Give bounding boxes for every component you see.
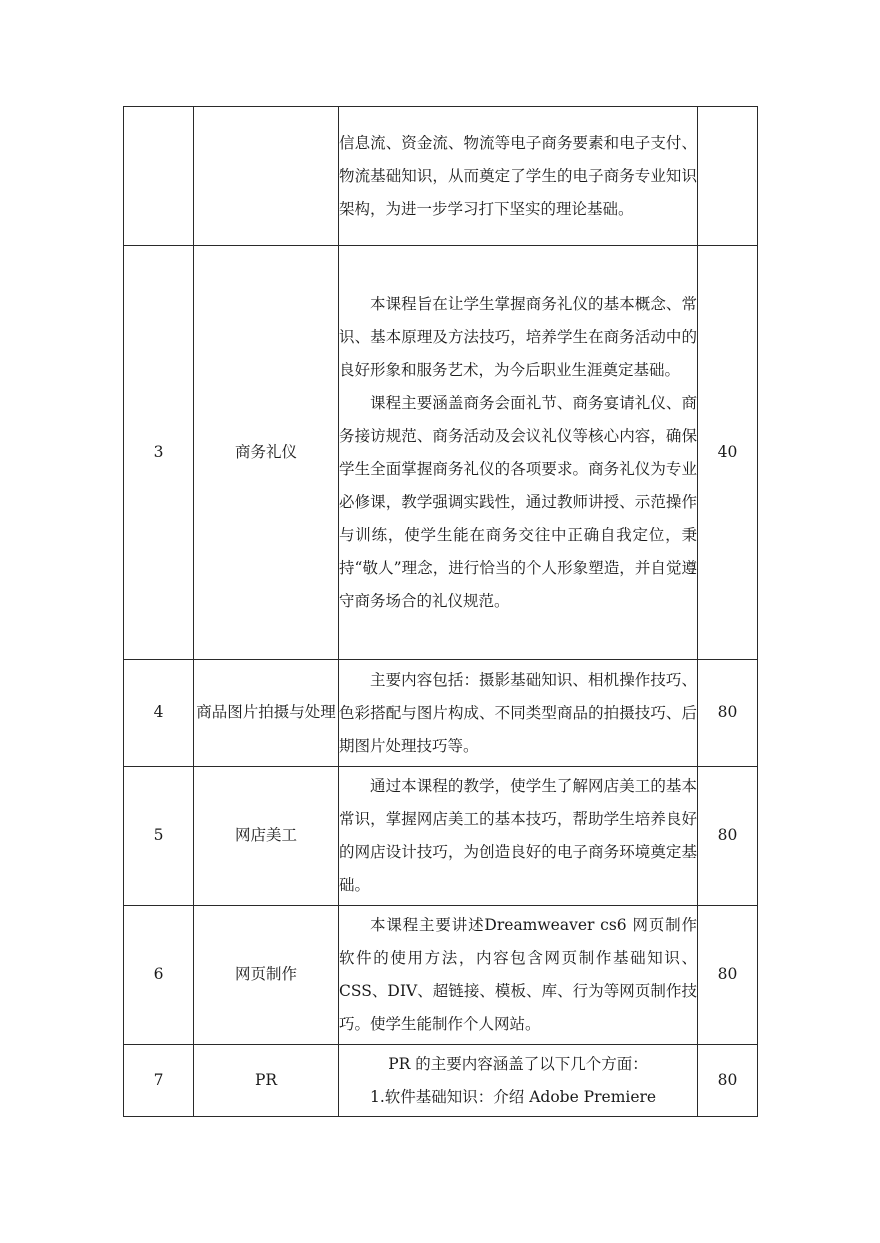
course-description: [339, 1045, 698, 1117]
course-name: 商务礼仪: [194, 246, 339, 660]
course-description: [339, 107, 698, 246]
description-paragraph: 1.软件基础知识：介绍 Adobe Premiere: [370, 1087, 657, 1106]
course-name: PR: [194, 1045, 339, 1117]
course-name: 网页制作: [194, 906, 339, 1045]
table-row: [124, 660, 758, 767]
course-hours: 80: [698, 906, 758, 1045]
course-description: [339, 246, 698, 660]
course-hours: 40: [698, 246, 758, 660]
course-description: [339, 767, 698, 906]
course-name: 商品图片拍摄与处理: [194, 660, 339, 767]
course-number: [124, 107, 194, 246]
description-paragraph: 本课程旨在让学生掌握商务礼仪的基本概念、常识、基本原理及方法技巧，培养学生在商务活动中的良好形象和服务艺术，为今后职业生涯奠定基础。: [339, 294, 697, 379]
description-paragraph: 信息流、资金流、物流等电子商务要素和电子支付、物流基础知识，从而奠定了学生的电子商务专业知识架构，为进一步学习打下坚实的理论基础。: [339, 133, 697, 218]
course-hours: 80: [698, 767, 758, 906]
table-row: [124, 906, 758, 1045]
course-hours: [698, 107, 758, 246]
course-hours: 80: [698, 1045, 758, 1117]
description-paragraph: PR 的主要内容涵盖了以下几个方面：: [388, 1054, 648, 1073]
course-description: [339, 660, 698, 767]
course-number: 3: [124, 246, 194, 660]
description-paragraph: 通过本课程的教学，使学生了解网店美工的基本常识，掌握网店美工的基本技巧，帮助学生培养良好的网店设计技巧，为创造良好的电子商务环境奠定基础。: [339, 777, 697, 894]
course-table: [123, 106, 758, 1117]
description-paragraph: 本课程主要讲述Dreamweaver cs6 网页制作软件的使用方法，内容包含网页制作基础知识、CSS、DIV、超链接、模板、库、行为等网页制作技巧。使学生能制作个人网站。: [339, 916, 697, 1033]
table-row: [124, 1045, 758, 1117]
course-hours: 80: [698, 660, 758, 767]
description-paragraph: 课程主要涵盖商务会面礼节、商务宴请礼仪、商务接访规范、商务活动及会议礼仪等核心内容，确保学生全面掌握商务礼仪的各项要求。商务礼仪为专业必修课，教学强调实践性，通过教师讲授、示范操作与训练，使学生能在商务交往中正确自我定位，秉持“敬人”理念，进行恰当的个人形象塑造，并自觉遵守商务场合的礼仪规范。: [339, 393, 697, 610]
course-number: 6: [124, 906, 194, 1045]
course-description: [339, 906, 698, 1045]
table-row: [124, 246, 758, 660]
table-row: [124, 107, 758, 246]
course-number: 7: [124, 1045, 194, 1117]
table-row: [124, 767, 758, 906]
description-paragraph: 主要内容包括：摄影基础知识、相机操作技巧、色彩搭配与图片构成、不同类型商品的拍摄技巧、后期图片处理技巧等。: [339, 670, 697, 755]
course-name: [194, 107, 339, 246]
course-name: 网店美工: [194, 767, 339, 906]
course-number: 4: [124, 660, 194, 767]
course-number: 5: [124, 767, 194, 906]
